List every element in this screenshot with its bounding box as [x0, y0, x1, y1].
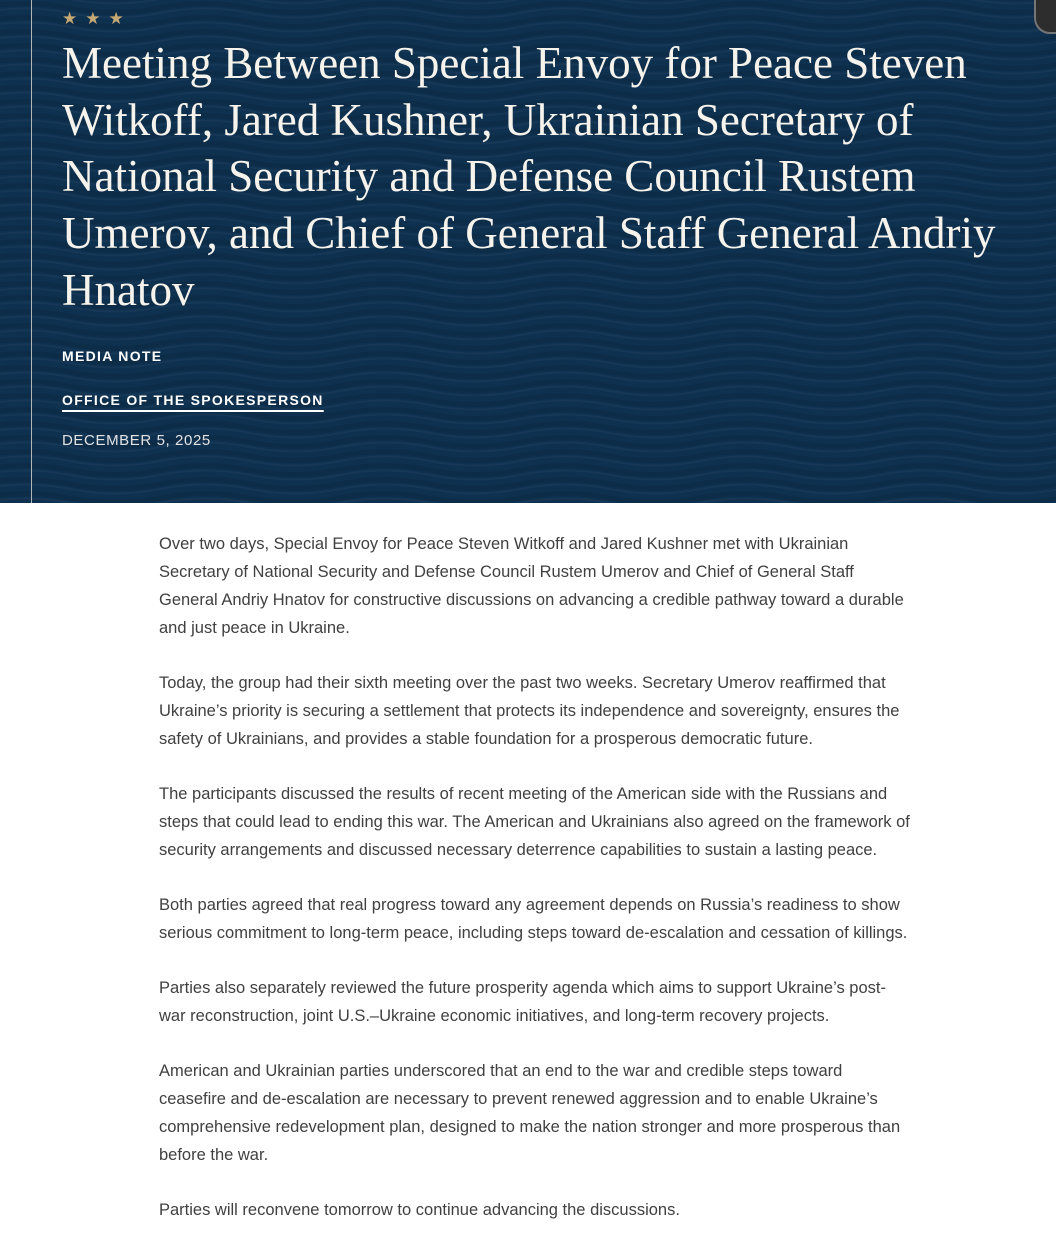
media-note-label: MEDIA NOTE [62, 348, 163, 365]
corner-overlay-button[interactable] [1034, 0, 1056, 34]
paragraph: The participants discussed the results of recent meeting of the American side with the Russians and steps that could lead to ending this war. The American and Ukrainians also agreed on the framework of security arrangements and discussed necessary deterrence capabilities to sustain a lasting peace. [159, 785, 910, 859]
article-body [0, 503, 1056, 1224]
release-date: DECEMBER 5, 2025 [62, 432, 211, 450]
paragraph: Both parties agreed that real progress toward any agreement depends on Russia’s readiness to show serious commitment to long-term peace, including steps toward de-escalation and cessation of killings. [159, 896, 908, 942]
star-icon: ★ [62, 9, 86, 28]
paragraph: Today, the group had their sixth meeting over the past two weeks. Secretary Umerov reaffirmed that Ukraine’s priority is securing a settlement that protects its independence and sovereignty, ensures the safety of Ukrainians, and provides a stable foundation for a prosperous democratic future. [159, 674, 900, 748]
paragraph: Parties will reconvene tomorrow to continue advancing the discussions. [159, 1201, 680, 1219]
header-content [0, 0, 1056, 449]
page-title: Meeting Between Special Envoy for Peace Steven Witkoff, Jared Kushner, Ukrainian Secretary of National Security and Defense Council Rustem Umerov, and Chief of General Staff General Andriy Hnatov [62, 38, 996, 315]
press-release-header [0, 0, 1056, 503]
paragraph: Over two days, Special Envoy for Peace Steven Witkoff and Jared Kushner met with Ukrainian Secretary of National Security and Defense Council Rustem Umerov and Chief of General Staff General Andriy Hnatov for constructive discussions on advancing a credible pathway toward a durable and just peace in Ukraine. [159, 535, 904, 637]
star-icon: ★ [85, 9, 109, 28]
paragraph: American and Ukrainian parties underscored that an end to the war and credible steps toward ceasefire and de-escalation are necessary to prevent renewed aggression and to enable Ukraine’s comprehensive redevelopment plan, designed to make the nation stronger and more prosperous than before the war. [159, 1062, 901, 1164]
paragraph: Parties also separately reviewed the future prosperity agenda which aims to support Ukraine’s post-war reconstruction, joint U.S.–Ukraine economic initiatives, and long-term recovery projects. [159, 979, 886, 1025]
star-icon: ★ [108, 9, 132, 28]
office-of-spokesperson-link[interactable]: OFFICE OF THE SPOKESPERSON [62, 392, 324, 409]
stars-row [62, 10, 1050, 27]
